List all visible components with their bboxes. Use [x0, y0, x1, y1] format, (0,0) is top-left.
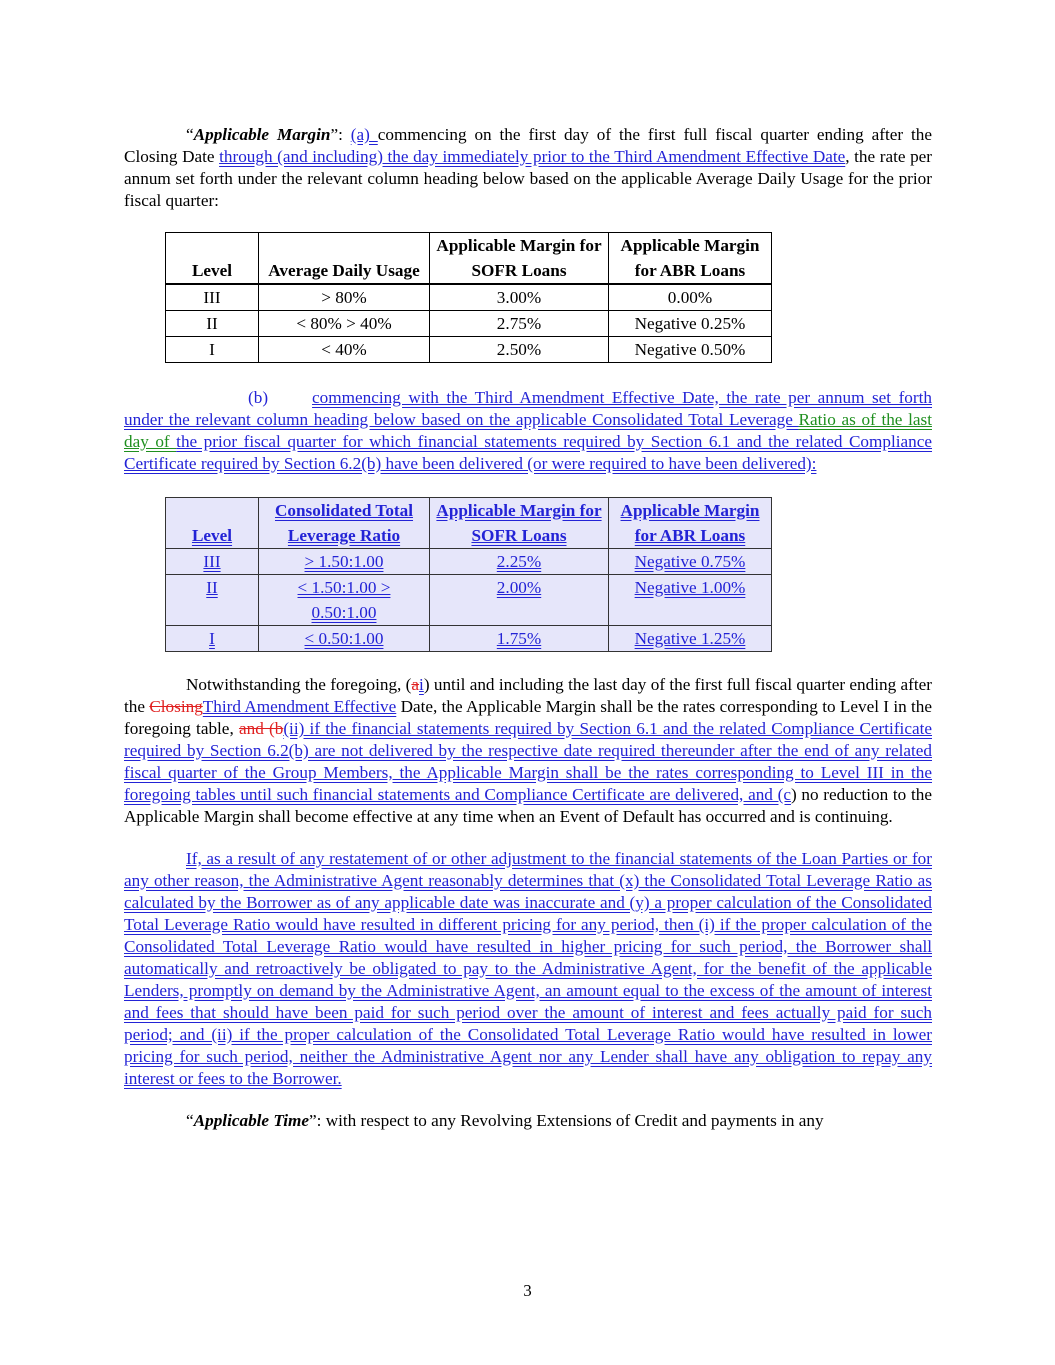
table-header-row: [166, 498, 772, 549]
table-cell: Negative 0.75%: [609, 549, 772, 575]
body-text: ) until and including the last day of the first full fiscal quarter ending after the: [124, 675, 932, 716]
inserted-text: commencing with the Third Amendment Effective Date, the rate per annum set forth under the relevant column heading below based on the applicable Consolidated Total Leverage: [124, 388, 932, 429]
term-colon: ”:: [330, 125, 351, 144]
table-row: [166, 626, 772, 652]
paragraph-b: [124, 387, 932, 475]
leverage-ratio-table: [165, 497, 772, 652]
table-cell: II: [166, 575, 259, 626]
table-header-row: [166, 233, 772, 285]
table-row: [166, 575, 772, 626]
table-cell: III: [166, 284, 259, 311]
column-header: Applicable Margin for ABR Loans: [609, 233, 772, 285]
column-header: Applicable Margin for SOFR Loans: [430, 233, 609, 285]
table-cell: Negative 1.00%: [609, 575, 772, 626]
body-text: Notwithstanding the foregoing, (: [186, 675, 412, 694]
table-row: [166, 549, 772, 575]
notwithstanding-paragraph: [124, 674, 932, 828]
applicable-margin-paragraph: [124, 124, 932, 212]
table-cell: > 1.50:1.00: [259, 549, 430, 575]
column-header: Average Daily Usage: [259, 233, 430, 285]
deleted-text: Closing: [149, 697, 203, 716]
table-cell: 2.50%: [430, 337, 609, 363]
body-text: ) no reduction to the Applicable Margin shall become effective at any time when an Event of Default has occurred and is continuing.: [124, 785, 932, 826]
column-header: Consolidated Total Leverage Ratio: [259, 498, 430, 549]
table-cell: 2.75%: [430, 311, 609, 337]
body-text: , the rate per annum set forth under the relevant column heading below based on the applicable Average Daily Usage for the prior fiscal quarter:: [124, 147, 933, 210]
table-cell: I: [166, 626, 259, 652]
open-quote: “: [186, 1111, 194, 1130]
table-cell: 3.00%: [430, 284, 609, 311]
table-cell: < 80% > 40%: [259, 311, 430, 337]
table-cell: < 0.50:1.00: [259, 626, 430, 652]
open-quote: “: [186, 125, 194, 144]
average-daily-usage-table: [165, 232, 772, 363]
table-row: [166, 337, 772, 363]
table-cell: 0.00%: [609, 284, 772, 311]
deleted-text: a: [411, 675, 420, 694]
body-text: Date, the Applicable Margin shall be the rates corresponding to Level I in the foregoing table,: [124, 697, 932, 738]
restatement-paragraph: [124, 848, 932, 1090]
deleted-text: and (b: [238, 719, 284, 738]
defined-term: Applicable Margin: [193, 125, 331, 144]
table-cell: II: [166, 311, 259, 337]
clause-label: (b): [248, 388, 269, 407]
table-cell: > 80%: [259, 284, 430, 311]
inserted-text: (ii) if the financial statements required by Section 6.1 and the related Compliance Certificate required by Section 6.2(b) are not delivered by the respective date required thereunder after the end of any related fiscal quarter of the Group Members, the Applicable Margin shall be the rates corresponding to Level III in the foregoing tables until such financial statements and Compliance Certificate are delivered, and (c: [124, 719, 932, 804]
column-header: Level: [166, 498, 259, 549]
table-row: [166, 311, 772, 337]
table-cell: < 1.50:1.00 > 0.50:1.00: [259, 575, 430, 626]
table-cell: 2.25%: [430, 549, 609, 575]
body-text: commencing on the first day of the first full fiscal quarter ending after the Closing Date: [124, 125, 932, 166]
body-text: ”: with respect to any Revolving Extensions of Credit and payments in any: [309, 1111, 824, 1130]
table-cell: 2.00%: [430, 575, 609, 626]
defined-term: Applicable Time: [193, 1111, 309, 1130]
table-cell: Negative 0.50%: [609, 337, 772, 363]
table-row: [166, 284, 772, 311]
applicable-time-paragraph: [124, 1110, 932, 1132]
table-cell: Negative 1.25%: [609, 626, 772, 652]
inserted-text: i: [419, 675, 424, 694]
column-header: Applicable Margin for ABR Loans: [609, 498, 772, 549]
page-number: 3: [523, 1281, 532, 1300]
inserted-text: through (and including) the day immediately prior to the Third Amendment Effective Date: [219, 147, 846, 166]
table-cell: III: [166, 549, 259, 575]
column-header: Level: [166, 233, 259, 285]
table-cell: Negative 0.25%: [609, 311, 772, 337]
table-cell: I: [166, 337, 259, 363]
inserted-text: (a): [350, 125, 378, 144]
document-page: [124, 124, 932, 1132]
moved-text: Ratio as of the last day of: [124, 410, 932, 451]
inserted-text: If, as a result of any restatement of or other adjustment to the financial statements of the Loan Parties or for any other reason, the Administrative Agent reasonably determines that (x) the Consolidated Total Leverage Ratio as calculated by the Borrower as of any applicable date was inaccurate and (y) a proper calculation of the Consolidated Total Leverage Ratio would have resulted in different pricing for any period, then (i) if the proper calculation of the Consolidated Total Leverage Ratio would have resulted in higher pricing for such period, the Borrower shall automatically and retroactively be obligated to pay to the Administrative Agent, for the benefit of the applicable Lenders, promptly on demand by the Administrative Agent, an amount equal to the excess of the amount of interest and fees that should have been paid for such period over the amount of interest and fees actually paid for such period; and (ii) if the proper calculation of the Consolidated Total Leverage Ratio would have resulted in lower pricing for such period, neither the Administrative Agent nor any Lender shall have any obligation to repay any interest or fees to the Borrower.: [124, 849, 932, 1088]
inserted-text: the prior fiscal quarter for which financial statements required by Section 6.1 and the related Compliance Certificate required by Section 6.2(b) have been delivered (or were required to have been delivered):: [124, 432, 932, 473]
inserted-text: Third Amendment Effective: [202, 697, 397, 716]
table-cell: 1.75%: [430, 626, 609, 652]
table-cell: < 40%: [259, 337, 430, 363]
column-header: Applicable Margin for SOFR Loans: [430, 498, 609, 549]
